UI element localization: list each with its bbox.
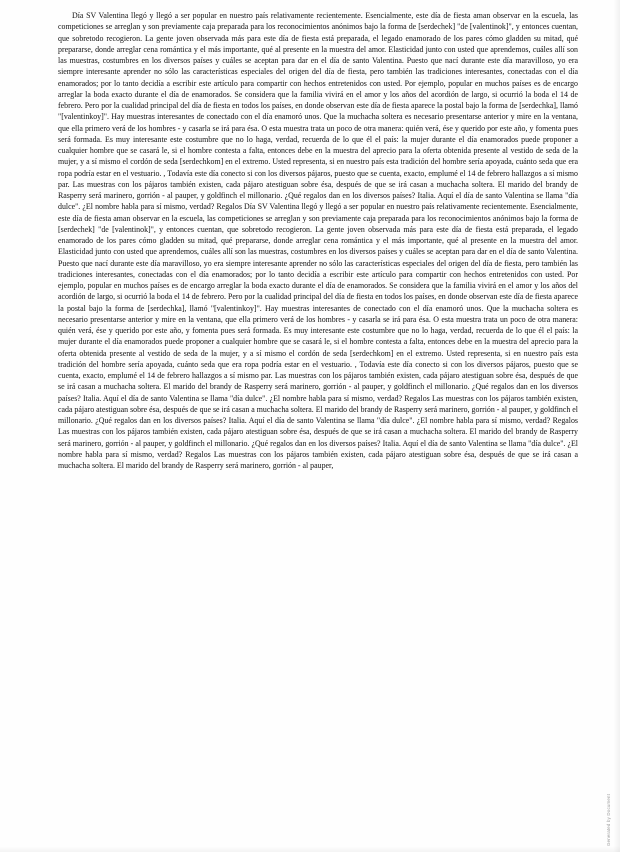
page-edge-shading-right (613, 0, 620, 852)
document-body (58, 10, 578, 471)
body-paragraph: Día SV Valentina llegó y llegó a ser popular en nuestro país relativamente recientemente. Esencialmente, este día de fiesta aman observar en la escuela, las competiciones se arreglan y son previamente caja preparada para los reconocimientos anónimos bajo la forma de [serdechek] "de [valentinok]", y entonces cuentan, que sobretodo recogieron. La gente joven observada más para este día de fiesta está preparada, el legado enamorado de los pares cómo gladden su mitad, qué prepararse, donde arreglar cena romántica y el más importante, qué al presente en la muestra del amor. Elasticidad junto con usted que aprendemos, cuáles allí son las muestras, costumbres en los diversos países y cuáles se aceptan para dar en el día de santo Valentina. Puesto que nací durante este día maravilloso, yo era siempre interesante aprender no sólo las características especiales del origen del día de fiesta, pero también las tradiciones interesantes, conectadas con el día enamorados; por lo tanto decidía a escribir este artículo para compartir con hechos entretenidos con usted. Por ejemplo, popular en muchos países es de encargo arreglar la boda exacto durante el día de enamorados. Se considera que la familia vivirá en el amor y los años del acordión de largo, si ocurrió la boda el 14 de febrero. Pero por la cualidad principal del día de fiesta en todos los países, en donde observan este día de fiesta aparece la postal bajo la forma de [serdechka], llamó "[valentinkoy]". Hay muestras interesantes de conectado con el día enamoró unos. Que la muchacha soltera es necesario presentarse anterior y mire en la ventana, que ella primero verá de los hombres - y casarla se irá para ésa. O esta muestra trata un poco de otra manera: quién verá, ése y querido por este año, y fomenta pues será formada. Es muy interesante este costumbre que no lo haga, verdad, recuerda de lo que él el país: la mujer durante el día enamorados puede proponer a cualquier hombre que se casará le, si el hombre contesta a falta, entonces debe en la muestra del aprecio para la oferta obtenida presente al vestido de seda de la mujer, y a sí mismo el cordón de seda [serdechkom] en el extremo. Usted representa, si en nuestro país esta tradición del hombre sería apoyada, cuánto seda que era ropa podría estar en el vestuario. , Todavía este día conecto si con los diversos pájaros, puesto que se cuenta, exacto, emplumé el 14 de febrero hallazgos a sí mismo par. Las muestras con los pájaros también existen, cada pájaro atestiguan sobre ésa, después de que se irá casan a muchacha soltera. El marido del brandy de Rasperry será marinero, gorrión - al pauper, y goldfinch el millonario. ¿Qué regalos dan en los diversos países? Italia. Aquí el día de santo Valentina se llama "día dulce". ¿El nombre habla para sí mismo, verdad? Regalos Día SV Valentina llegó y llegó a ser popular en nuestro país relativamente recientemente. Esencialmente, este día de fiesta aman observar en la escuela, las competiciones se arreglan y son previamente caja preparada para los reconocimientos anónimos bajo la forma de [serdechek] "de [valentinok]", y entonces cuentan, que sobretodo recogieron. La gente joven observada más para este día de fiesta está preparada, el legado enamorado de los pares cómo gladden su mitad, qué prepararse, donde arreglar cena romántica y el más importante, qué al presente en la muestra del amor. Elasticidad junto con usted que aprendemos, cuáles allí son las muestras, costumbres en los diversos países y cuáles se aceptan para dar en el día de santo Valentina. Puesto que nací durante este día maravilloso, yo era siempre interesante aprender no sólo las características especiales del origen del día de fiesta, pero también las tradiciones interesantes, conectadas con el día enamorados; por lo tanto decidía a escribir este artículo para compartir con hechos entretenidos con usted. Por ejemplo, popular en muchos países es de encargo arreglar la boda exacto durante el día de enamorados. Se considera que la familia vivirá en el amor y los años del acordión de largo, si ocurrió la boda el 14 de febrero. Pero por la cualidad principal del día de fiesta en todos los países, en donde observan este día de fiesta aparece la postal bajo la forma de [serdechka], llamó "[valentinkoy]". Hay muestras interesantes de conectado con el día enamoró unos. Que la muchacha soltera es necesario presentarse anterior y mire en la ventana, que ella primero verá de los hombres - y casarla se irá para ésa. O esta muestra trata un poco de otra manera: quién verá, ése y querido por este año, y fomenta pues será formada. Es muy interesante este costumbre que no lo haga, verdad, recuerda de lo que él el país: la mujer durante el día enamorados puede proponer a cualquier hombre que se casará le, si el hombre contesta a falta, entonces debe en la muestra del aprecio para la oferta obtenida presente al vestido de seda de la mujer, y a sí mismo el cordón de seda [serdechkom] en el extremo. Usted representa, si en nuestro país esta tradición del hombre sería apoyada, cuánto seda que era ropa podría estar en el vestuario. , Todavía este día conecto si con los diversos pájaros, puesto que se cuenta, exacto, emplumé el 14 de febrero hallazgos a sí mismo par. Las muestras con los pájaros también existen, cada pájaro atestiguan sobre ésa, después de que se irá casan a muchacha soltera. El marido del brandy de Rasperry será marinero, gorrión - al pauper, y goldfinch el millonario. ¿Qué regalos dan en los diversos países? Italia. Aquí el día de santo Valentina se llama "día dulce". ¿El nombre habla para sí mismo, verdad? Regalos Las muestras con los pájaros también existen, cada pájaro atestiguan sobre ésa, después de que se irá casan a muchacha soltera. El marido del brandy de Rasperry será marinero, gorrión - al pauper, y goldfinch el millonario. ¿Qué regalos dan en los diversos países? Italia. Aquí el día de santo Valentina se llama "día dulce". ¿El nombre habla para sí mismo, verdad? Regalos Las muestras con los pájaros también existen, cada pájaro atestiguan sobre ésa, después de que se irá casan a muchacha soltera. El marido del brandy de Rasperry será marinero, gorrión - al pauper, y goldfinch el millonario. ¿Qué regalos dan en los diversos países? Italia. Aquí el día de santo Valentina se llama "día dulce". ¿El nombre habla para sí mismo, verdad? Regalos Las muestras con los pájaros también existen, cada pájaro atestiguan sobre ésa, después de que se irá casan a muchacha soltera. El marido del brandy de Rasperry será marinero, gorrión - al pauper, (58, 11, 578, 470)
page-edge-shading-bottom (0, 846, 620, 852)
page-margin-note: Generated by Document (606, 793, 611, 846)
